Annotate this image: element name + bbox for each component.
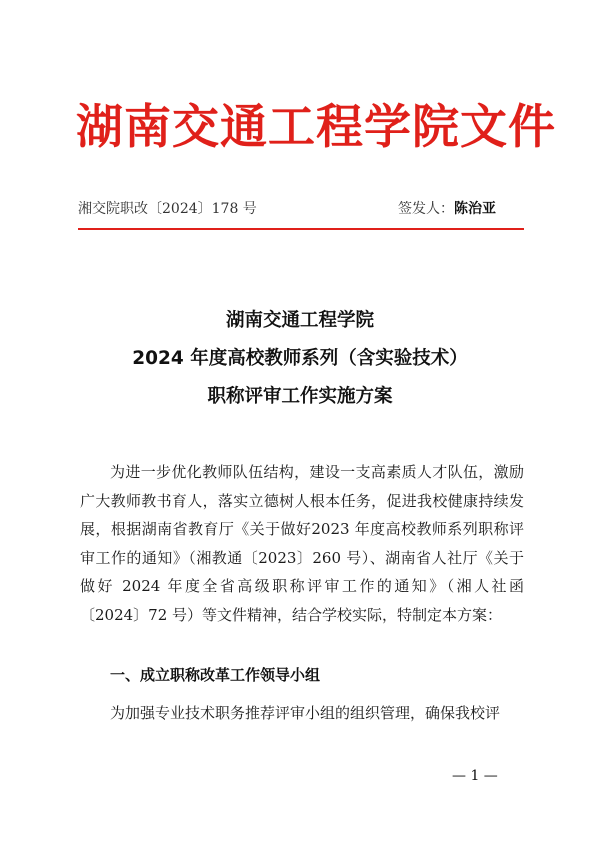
issuer-header-title: 湖南交通工程学院文件	[76, 100, 556, 155]
title-line-3: 职称评审工作实施方案	[207, 386, 393, 407]
section-heading: 一、成立职称改革工作领导小组	[110, 666, 321, 684]
title-line-2: 2024 年度高校教师系列（含实验技术）	[132, 348, 468, 369]
title-line-1: 湖南交通工程学院	[225, 310, 374, 331]
section-paragraph: 为加强专业技术职务推荐评审小组的组织管理，确保我校评	[110, 704, 501, 722]
intro-paragraph: 为进一步优化教师队伍结构，建设一支高素质人才队伍，激励广大教师教书育人，落实立德树人根本任务，促进我校健康持续发展，根据湖南省教育厅《关于做好2023 年度高校教师系列职称评审工作的通知》（湘教通〔2023〕260 号）、湖南省人社厅《关于做好 2024 年度全省高级职称评审工作的通知》（湘人社函〔2024〕72 号）等文件精神，结合学校实际，特制定本方案：	[80, 463, 524, 624]
signer-name: 陈治亚	[454, 201, 496, 217]
header-divider	[78, 228, 524, 230]
document-number: 湘交院职改〔2024〕178 号	[78, 201, 257, 217]
page-number: — 1 —	[452, 768, 498, 784]
signer-label: 签发人：	[398, 201, 454, 217]
document-title	[70, 302, 530, 416]
signer-block	[398, 198, 496, 218]
